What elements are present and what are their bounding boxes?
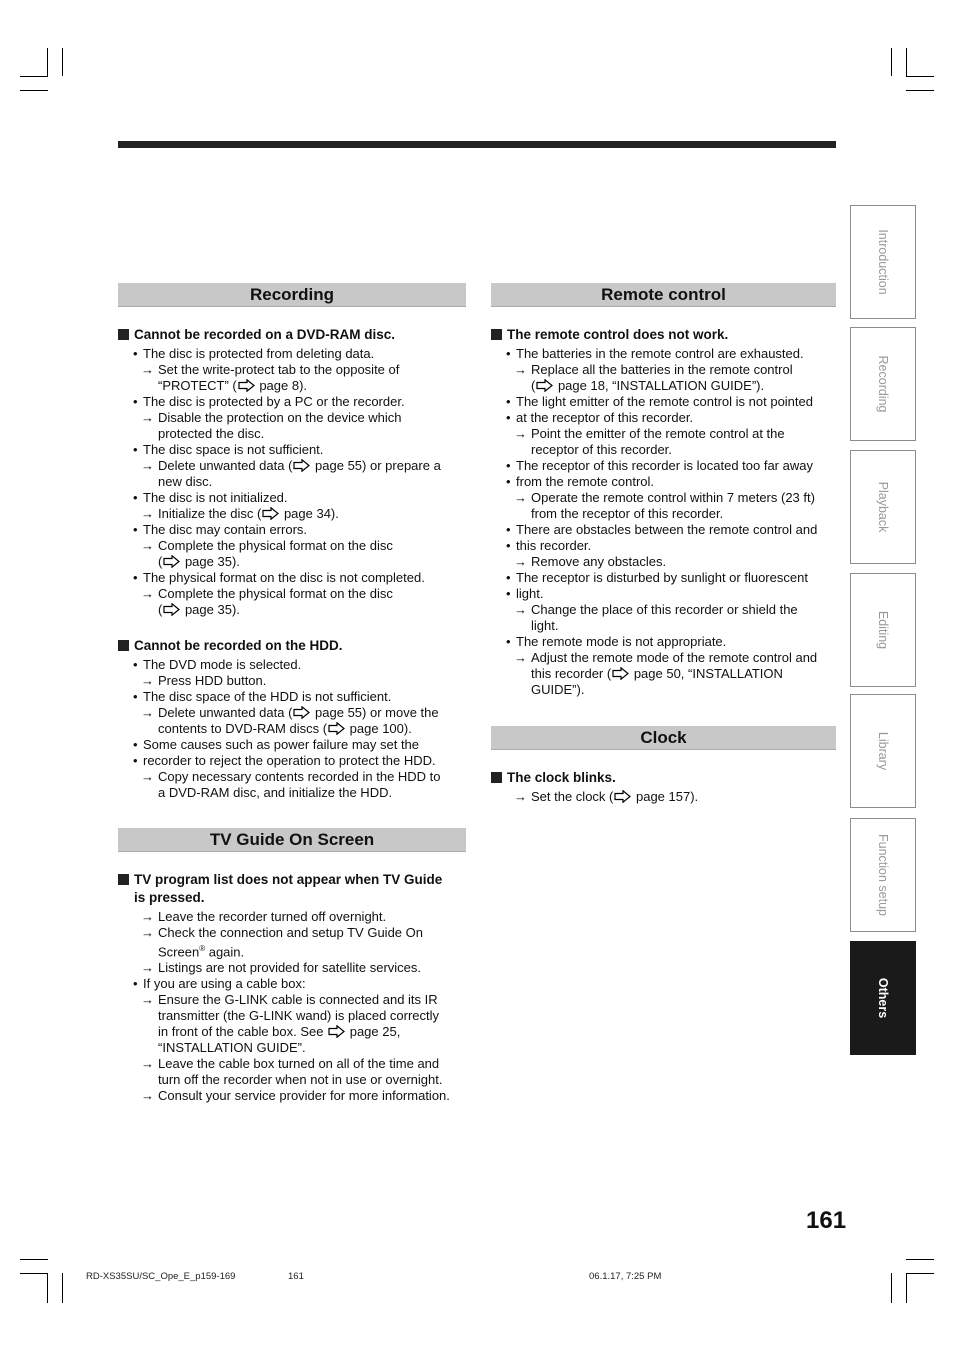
bullet-square-icon [491,329,502,340]
crop-mark [906,1273,934,1274]
crop-mark [906,1259,934,1260]
remedy-item: → Listings are not provided for satellite services. [141,960,422,976]
remedy-item: Screen® again. [158,944,245,960]
bullet-square-icon [118,640,129,651]
tab-introduction[interactable]: Introduction [850,205,916,319]
crop-mark [891,1273,892,1303]
remedy-item: turn off the recorder when not in use or overnight. [158,1072,443,1088]
page-reference-icon [238,379,255,392]
list-item: • The disc is protected from deleting data. [118,346,466,362]
remedy-item: light. [531,618,559,633]
arrow-icon: → [141,960,154,976]
arrow-icon: → [141,410,154,425]
page-reference-icon [262,507,279,520]
bullet-square-icon [118,329,129,340]
remedy-item: → Complete the physical format on the disc [141,538,393,553]
list-item: • Some causes such as power failure may set the [118,737,466,753]
remedy-item: → Complete the physical format on the disc [141,586,393,601]
arrow-icon: → [141,506,154,521]
remedy-item: ( page 35). [158,602,240,617]
remedy-item: → Check the connection and setup TV Guide On [141,925,423,940]
section-title-clock: Clock [491,726,836,750]
issue-items [118,346,466,618]
list-item: • The disc is not initialized. [118,490,466,506]
arrow-icon: → [141,458,154,473]
arrow-icon: → [141,362,154,377]
remedy-item: → Set the clock ( page 157). [514,789,699,804]
tab-function-setup[interactable]: Function setup [850,818,916,932]
list-item: • this recorder. [491,538,836,554]
arrow-icon: → [141,925,154,940]
page-reference-icon [163,555,180,568]
arrow-icon: → [514,602,527,617]
section-title-tv-guide: TV Guide On Screen [118,828,466,852]
page-reference-icon [163,603,180,616]
tab-library[interactable]: Library [850,694,916,808]
remedy-item: → Disable the protection on the device which [141,410,402,425]
list-item: • There are obstacles between the remote control and [491,522,836,538]
remedy-item: → Replace all the batteries in the remote control [514,362,793,377]
list-item: • The remote mode is not appropriate. [491,634,836,650]
issue-items [491,346,836,698]
crop-mark [20,90,48,91]
issue-items [118,657,466,801]
crop-mark [20,1273,48,1274]
arrow-icon: → [141,992,154,1008]
footer-page: 161 [288,1271,304,1282]
list-item: • The receptor of this recorder is located too far away [491,458,836,474]
remedy-item: new disc. [158,474,213,489]
issue-items [118,909,466,1104]
remedy-item: → Initialize the disc ( page 34). [141,506,339,521]
list-item: • light. [491,586,836,602]
arrow-icon: → [514,426,527,441]
crop-mark [906,90,934,91]
arrow-icon: → [141,586,154,601]
issue-heading: Cannot be recorded on a DVD-RAM disc. [118,326,466,344]
arrow-icon: → [141,769,154,784]
issue-heading: TV program list does not appear when TV Guide is pressed. [118,871,466,907]
tab-recording[interactable]: Recording [850,327,916,441]
remedy-item: “PROTECT” ( page 8). [158,378,308,393]
remedy-item: transmitter (the G-LINK wand) is placed correctly [158,1008,440,1024]
bullet-square-icon [118,874,129,885]
remedy-item: → Leave the recorder turned off overnight. [141,909,387,924]
remedy-item: → Leave the cable box turned on all of the time and [141,1056,440,1072]
arrow-icon: → [141,909,154,924]
tab-playback[interactable]: Playback [850,450,916,564]
remedy-item: from the receptor of this recorder. [531,506,724,521]
page-reference-icon [614,790,631,803]
arrow-icon: → [514,650,527,665]
page-reference-icon [328,722,345,735]
crop-mark [906,1273,907,1303]
remedy-item: receptor of this recorder. [531,442,672,457]
section-title-recording: Recording [118,283,466,307]
list-item: • If you are using a cable box: [118,976,466,992]
list-item: • The disc space of the HDD is not sufficient. [118,689,466,705]
tab-editing[interactable]: Editing [850,573,916,687]
remedy-item: “INSTALLATION GUIDE”. [158,1040,306,1056]
arrow-icon: → [141,538,154,553]
crop-mark [47,48,48,76]
crop-mark [62,1273,63,1303]
remedy-item: ( page 18, “INSTALLATION GUIDE”). [531,378,765,393]
header-rule [118,141,836,148]
list-item: • The batteries in the remote control are exhausted. [491,346,836,362]
crop-mark [906,76,934,77]
arrow-icon: → [141,1056,154,1072]
remedy-item: a DVD-RAM disc, and initialize the HDD. [158,785,393,800]
remedy-item: in front of the cable box. See page 25, [158,1024,401,1040]
remedy-item: → Point the emitter of the remote control at the [514,426,785,441]
page-reference-icon [293,459,310,472]
crop-mark [20,76,48,77]
remedy-item: this recorder ( page 50, “INSTALLATION [531,666,783,681]
footer-file: RD-XS35SU/SC_Ope_E_p159-169 [86,1271,236,1282]
remedy-item: → Ensure the G-LINK cable is connected and its IR [141,992,438,1008]
arrow-icon: → [141,673,154,688]
right-column [491,283,836,805]
crop-mark [906,48,907,76]
page-number: 161 [806,1207,847,1234]
issue-items [491,789,836,805]
remedy-item: → Consult your service provider for more information. [141,1088,450,1104]
arrow-icon: → [514,490,527,505]
issue-heading: Cannot be recorded on the HDD. [118,637,466,655]
page-reference-icon [293,706,310,719]
page-reference-icon [536,379,553,392]
remedy-item: contents to DVD-RAM discs ( page 100). [158,721,412,736]
crop-mark [20,1259,48,1260]
list-item: • The physical format on the disc is not completed. [118,570,466,586]
remedy-item: → Copy necessary contents recorded in the HDD to [141,769,441,784]
arrow-icon: → [514,554,527,569]
list-item: • at the receptor of this recorder. [491,410,836,426]
footer-date: 06.1.17, 7:25 PM [589,1271,662,1282]
crop-mark [62,48,63,76]
list-item: • The disc may contain errors. [118,522,466,538]
remedy-item: → Change the place of this recorder or shield the [514,602,798,617]
list-item: • The receptor is disturbed by sunlight or fluorescent [491,570,836,586]
bullet-square-icon [491,772,502,783]
list-item: • The disc space is not sufficient. [118,442,466,458]
issue-heading: The remote control does not work. [491,326,836,344]
arrow-icon: → [514,362,527,377]
list-item: • recorder to reject the operation to protect the HDD. [118,753,466,769]
remedy-item: protected the disc. [158,426,265,441]
list-item: • The DVD mode is selected. [118,657,466,673]
remedy-item: GUIDE”). [531,682,585,697]
crop-mark [47,1273,48,1303]
issue-heading: The clock blinks. [491,769,836,787]
left-column [118,283,466,1104]
remedy-item: → Remove any obstacles. [514,554,667,569]
remedy-item: → Delete unwanted data ( page 55) or prepare a [141,458,441,473]
section-title-remote-control: Remote control [491,283,836,307]
crop-mark [891,48,892,76]
list-item: • from the remote control. [491,474,836,490]
page-reference-icon [328,1025,345,1038]
list-item: • The disc is protected by a PC or the recorder. [118,394,466,410]
page-reference-icon [612,667,629,680]
remedy-item: → Press HDD button. [141,673,267,688]
arrow-icon: → [514,789,527,804]
remedy-item: → Delete unwanted data ( page 55) or move the [141,705,439,720]
arrow-icon: → [141,1088,154,1104]
remedy-item: → Set the write-protect tab to the opposite of [141,362,400,377]
tab-others[interactable]: Others [850,941,916,1055]
arrow-icon: → [141,705,154,720]
list-item: • The light emitter of the remote control is not pointed [491,394,836,410]
remedy-item: → Adjust the remote mode of the remote control and [514,650,818,665]
remedy-item: ( page 35). [158,554,240,569]
remedy-item: → Operate the remote control within 7 meters (23 ft) [514,490,815,505]
